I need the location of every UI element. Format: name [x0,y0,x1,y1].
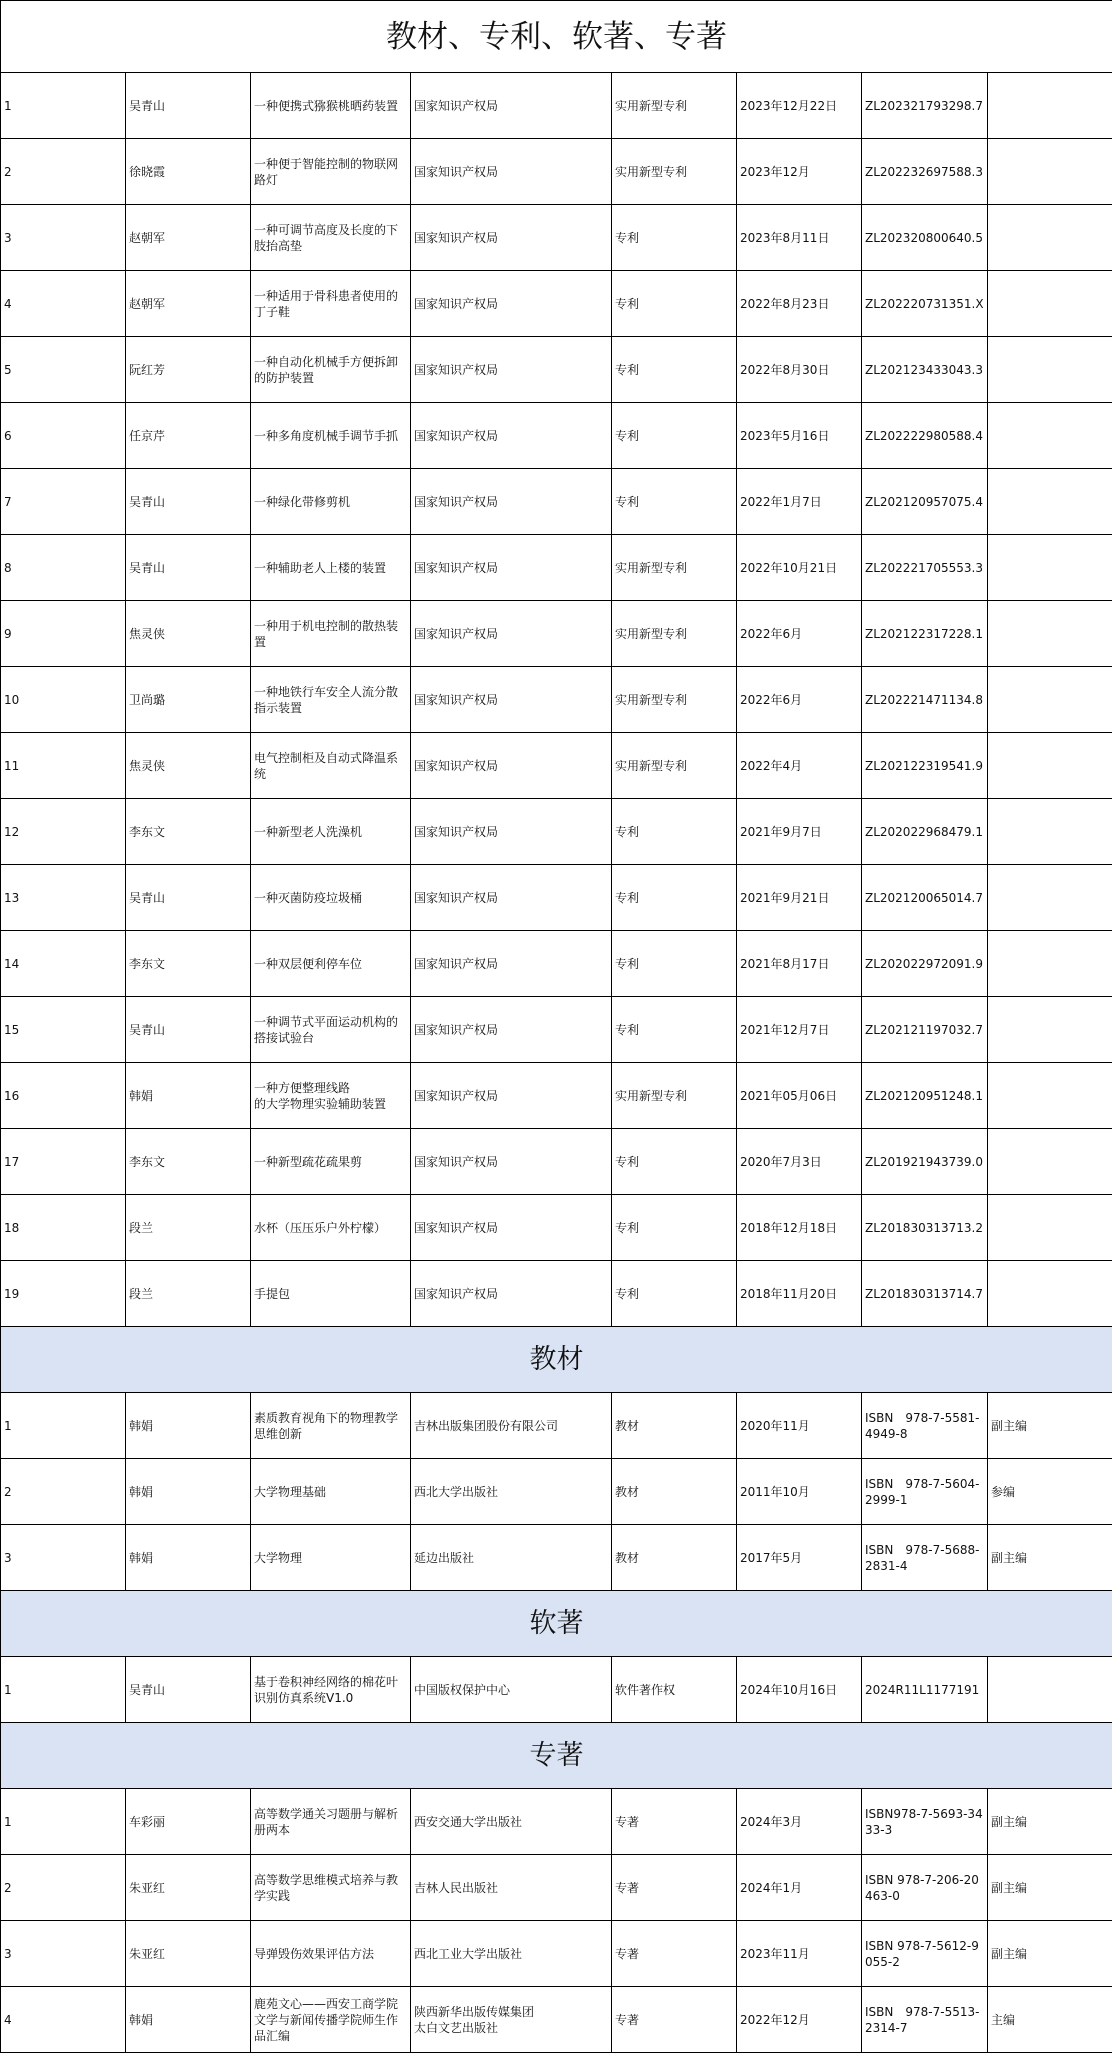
cell-author: 焦灵侠 [126,601,251,667]
cell-author: 吴青山 [126,73,251,139]
cell-category: 专利 [612,865,737,931]
cell-author: 韩娟 [126,1987,251,2053]
cell-category: 软件著作权 [612,1657,737,1723]
cell-category: 专利 [612,1195,737,1261]
table-row [1,337,1112,403]
cell-number: ZL202122319541.9 [862,733,988,799]
cell-role [988,73,1112,139]
cell-number: ZL202122317228.1 [862,601,988,667]
cell-role [988,205,1112,271]
cell-role: 副主编 [988,1393,1112,1459]
cell-category: 实用新型专利 [612,667,737,733]
cell-category: 教材 [612,1459,737,1525]
cell-item-title: 一种地铁行车安全人流分散指示装置 [251,667,411,733]
cell-date: 2022年1月7日 [737,469,862,535]
cell-index: 14 [1,931,126,997]
cell-number: ZL202320800640.5 [862,205,988,271]
cell-item-title: 一种用于机电控制的散热装置 [251,601,411,667]
cell-number: ISBN 978-7-206-20463-0 [862,1855,988,1921]
cell-issuer: 国家知识产权局 [411,1129,612,1195]
table-row [1,931,1112,997]
cell-item-title: 大学物理 [251,1525,411,1591]
cell-role: 副主编 [988,1789,1112,1855]
cell-index: 2 [1,139,126,205]
cell-index: 9 [1,601,126,667]
cell-date: 2021年9月21日 [737,865,862,931]
cell-date: 2024年10月16日 [737,1657,862,1723]
cell-category: 教材 [612,1525,737,1591]
cell-date: 2021年12月7日 [737,997,862,1063]
cell-index: 19 [1,1261,126,1327]
cell-date: 2024年1月 [737,1855,862,1921]
cell-role [988,931,1112,997]
cell-author: 朱亚红 [126,1855,251,1921]
cell-date: 2018年12月18日 [737,1195,862,1261]
cell-role [988,1195,1112,1261]
table-row [1,1789,1112,1855]
cell-role [988,139,1112,205]
cell-issuer: 国家知识产权局 [411,271,612,337]
cell-date: 2023年8月11日 [737,205,862,271]
cell-author: 徐晓霞 [126,139,251,205]
cell-date: 2023年12月 [737,139,862,205]
table-row [1,667,1112,733]
table-row [1,1063,1112,1129]
cell-issuer: 国家知识产权局 [411,139,612,205]
cell-date: 2021年05月06日 [737,1063,862,1129]
cell-author: 焦灵侠 [126,733,251,799]
cell-author: 韩娟 [126,1063,251,1129]
cell-item-title: 一种便于智能控制的物联网路灯 [251,139,411,205]
cell-role [988,337,1112,403]
cell-item-title: 一种绿化带修剪机 [251,469,411,535]
cell-index: 2 [1,1855,126,1921]
cell-author: 吴青山 [126,1657,251,1723]
cell-number: ZL202222980588.4 [862,403,988,469]
cell-item-title: 高等数学思维模式培养与教学实践 [251,1855,411,1921]
cell-item-title: 鹿苑文心——西安工商学院文学与新闻传播学院师生作品汇编 [251,1987,411,2053]
cell-number: ZL202120951248.1 [862,1063,988,1129]
cell-author: 吴青山 [126,997,251,1063]
cell-issuer: 国家知识产权局 [411,1063,612,1129]
cell-role: 副主编 [988,1525,1112,1591]
cell-item-title: 素质教育视角下的物理教学思维创新 [251,1393,411,1459]
table-row [1,799,1112,865]
cell-issuer: 吉林人民出版社 [411,1855,612,1921]
cell-index: 5 [1,337,126,403]
cell-date: 2022年4月 [737,733,862,799]
cell-date: 2022年8月23日 [737,271,862,337]
cell-index: 13 [1,865,126,931]
cell-item-title: 水杯（压压乐户外柠檬） [251,1195,411,1261]
table-row [1,403,1112,469]
cell-number: ZL202123433043.3 [862,337,988,403]
cell-author: 段兰 [126,1195,251,1261]
cell-item-title: 基于卷积神经网络的棉花叶识别仿真系统V1.0 [251,1657,411,1723]
table-row [1,1657,1112,1723]
cell-item-title: 导弹毁伤效果评估方法 [251,1921,411,1987]
cell-number: ZL202220731351.X [862,271,988,337]
cell-index: 10 [1,667,126,733]
cell-category: 实用新型专利 [612,73,737,139]
cell-date: 2022年12月 [737,1987,862,2053]
cell-category: 专利 [612,337,737,403]
cell-index: 6 [1,403,126,469]
table-row [1,139,1112,205]
cell-index: 1 [1,1393,126,1459]
table-row [1,1921,1112,1987]
cell-index: 4 [1,271,126,337]
table-row [1,73,1112,139]
cell-number: ISBN 978-7-5688-2831-4 [862,1525,988,1591]
cell-issuer: 国家知识产权局 [411,667,612,733]
cell-number: ZL202321793298.7 [862,73,988,139]
cell-item-title: 一种调节式平面运动机构的搭接试验台 [251,997,411,1063]
cell-author: 韩娟 [126,1525,251,1591]
cell-issuer: 国家知识产权局 [411,469,612,535]
cell-item-title: 一种自动化机械手方便拆卸的防护装置 [251,337,411,403]
cell-issuer: 国家知识产权局 [411,865,612,931]
cell-item-title: 一种可调节高度及长度的下肢抬高垫 [251,205,411,271]
cell-number: ISBN 978-7-5581-4949-8 [862,1393,988,1459]
cell-item-title: 一种辅助老人上楼的装置 [251,535,411,601]
cell-date: 2022年10月21日 [737,535,862,601]
cell-issuer: 延边出版社 [411,1525,612,1591]
table-row [1,535,1112,601]
cell-date: 2023年5月16日 [737,403,862,469]
cell-item-title: 一种双层便利停车位 [251,931,411,997]
cell-role [988,733,1112,799]
cell-item-title: 手提包 [251,1261,411,1327]
cell-number: ZL202221471134.8 [862,667,988,733]
cell-index: 11 [1,733,126,799]
cell-category: 专利 [612,205,737,271]
cell-item-title: 大学物理基础 [251,1459,411,1525]
cell-issuer: 国家知识产权局 [411,205,612,271]
cell-index: 12 [1,799,126,865]
cell-issuer: 陕西新华出版传媒集团 太白文艺出版社 [411,1987,612,2053]
cell-category: 专利 [612,403,737,469]
cell-issuer: 国家知识产权局 [411,337,612,403]
cell-category: 教材 [612,1393,737,1459]
cell-date: 2021年9月7日 [737,799,862,865]
cell-item-title: 一种新型疏花疏果剪 [251,1129,411,1195]
cell-number: 2024R11L1177191 [862,1657,988,1723]
table-row [1,1987,1112,2053]
cell-role [988,469,1112,535]
cell-author: 吴青山 [126,865,251,931]
table-row [1,1261,1112,1327]
section-header-row [1,1327,1112,1393]
cell-number: ZL202121197032.7 [862,997,988,1063]
cell-number: ZL202022968479.1 [862,799,988,865]
cell-number: ZL202232697588.3 [862,139,988,205]
cell-item-title: 一种适用于骨科患者使用的丁子鞋 [251,271,411,337]
cell-category: 专利 [612,997,737,1063]
cell-date: 2022年8月30日 [737,337,862,403]
cell-date: 2023年12月22日 [737,73,862,139]
cell-item-title: 一种灭菌防疫垃圾桶 [251,865,411,931]
cell-category: 实用新型专利 [612,1063,737,1129]
cell-role [988,799,1112,865]
cell-issuer: 国家知识产权局 [411,1195,612,1261]
cell-index: 17 [1,1129,126,1195]
cell-role [988,535,1112,601]
cell-issuer: 国家知识产权局 [411,733,612,799]
cell-item-title: 电气控制柜及自动式降温系统 [251,733,411,799]
table-row [1,997,1112,1063]
cell-item-title: 一种新型老人洗澡机 [251,799,411,865]
cell-date: 2022年6月 [737,667,862,733]
cell-author: 赵朝军 [126,205,251,271]
cell-role [988,601,1112,667]
cell-author: 阮红芳 [126,337,251,403]
cell-role [988,271,1112,337]
cell-number: ZL201830313713.2 [862,1195,988,1261]
cell-author: 李东文 [126,799,251,865]
cell-date: 2020年7月3日 [737,1129,862,1195]
cell-author: 朱亚红 [126,1921,251,1987]
cell-author: 吴青山 [126,469,251,535]
cell-role [988,1129,1112,1195]
cell-index: 3 [1,1921,126,1987]
table-row [1,1855,1112,1921]
section-heading: 软著 [1,1591,1112,1657]
table-row [1,601,1112,667]
cell-role [988,1063,1112,1129]
cell-number: ZL202022972091.9 [862,931,988,997]
section-heading: 教材 [1,1327,1112,1393]
cell-role [988,1657,1112,1723]
cell-index: 16 [1,1063,126,1129]
cell-issuer: 西北大学出版社 [411,1459,612,1525]
table-row [1,1195,1112,1261]
cell-date: 2020年11月 [737,1393,862,1459]
cell-author: 车彩丽 [126,1789,251,1855]
cell-item-title: 一种便携式猕猴桃晒药装置 [251,73,411,139]
cell-role [988,997,1112,1063]
table-row [1,1459,1112,1525]
cell-number: ZL201921943739.0 [862,1129,988,1195]
cell-item-title: 高等数学通关习题册与解析册两本 [251,1789,411,1855]
table-row [1,1393,1112,1459]
cell-role [988,403,1112,469]
cell-author: 赵朝军 [126,271,251,337]
cell-author: 韩娟 [126,1393,251,1459]
cell-index: 3 [1,1525,126,1591]
cell-role [988,865,1112,931]
table-row [1,271,1112,337]
cell-category: 实用新型专利 [612,139,737,205]
cell-number: ISBN 978-7-5604-2999-1 [862,1459,988,1525]
cell-author: 李东文 [126,1129,251,1195]
table-row [1,733,1112,799]
cell-issuer: 国家知识产权局 [411,931,612,997]
cell-issuer: 国家知识产权局 [411,535,612,601]
cell-index: 1 [1,73,126,139]
cell-date: 2011年10月 [737,1459,862,1525]
cell-index: 3 [1,205,126,271]
cell-number: ISBN 978-7-5513-2314-7 [862,1987,988,2053]
cell-role: 副主编 [988,1921,1112,1987]
cell-index: 18 [1,1195,126,1261]
cell-category: 专利 [612,799,737,865]
cell-issuer: 国家知识产权局 [411,799,612,865]
cell-issuer: 国家知识产权局 [411,997,612,1063]
cell-role [988,667,1112,733]
cell-date: 2018年11月20日 [737,1261,862,1327]
cell-category: 实用新型专利 [612,535,737,601]
cell-category: 专著 [612,1789,737,1855]
cell-number: ZL202120957075.4 [862,469,988,535]
table-row [1,1525,1112,1591]
section-header-row [1,1591,1112,1657]
cell-item-title: 一种多角度机械手调节手抓 [251,403,411,469]
cell-author: 韩娟 [126,1459,251,1525]
table-row [1,865,1112,931]
cell-number: ZL202120065014.7 [862,865,988,931]
cell-number: ZL202221705553.3 [862,535,988,601]
page-title: 教材、专利、软著、专著 [1,1,1112,73]
cell-index: 15 [1,997,126,1063]
cell-number: ISBN 978-7-5612-9055-2 [862,1921,988,1987]
cell-issuer: 国家知识产权局 [411,1261,612,1327]
cell-author: 卫尚璐 [126,667,251,733]
cell-category: 专利 [612,1129,737,1195]
cell-author: 段兰 [126,1261,251,1327]
cell-issuer: 西北工业大学出版社 [411,1921,612,1987]
cell-category: 专利 [612,1261,737,1327]
cell-date: 2024年3月 [737,1789,862,1855]
cell-number: ZL201830313714.7 [862,1261,988,1327]
cell-item-title: 一种方便整理线路 的大学物理实验辅助装置 [251,1063,411,1129]
cell-category: 专著 [612,1921,737,1987]
cell-date: 2022年6月 [737,601,862,667]
section-header-row [1,1723,1112,1789]
cell-issuer: 国家知识产权局 [411,73,612,139]
cell-author: 吴青山 [126,535,251,601]
table-row [1,1129,1112,1195]
cell-index: 2 [1,1459,126,1525]
table-row [1,205,1112,271]
title-row [1,1,1112,73]
cell-index: 4 [1,1987,126,2053]
cell-date: 2023年11月 [737,1921,862,1987]
cell-issuer: 国家知识产权局 [411,601,612,667]
cell-category: 专利 [612,271,737,337]
cell-author: 李东文 [126,931,251,997]
cell-issuer: 西安交通大学出版社 [411,1789,612,1855]
table-row [1,469,1112,535]
cell-category: 实用新型专利 [612,733,737,799]
cell-role: 参编 [988,1459,1112,1525]
cell-index: 8 [1,535,126,601]
cell-role [988,1261,1112,1327]
cell-category: 专利 [612,931,737,997]
cell-index: 1 [1,1789,126,1855]
cell-category: 专著 [612,1987,737,2053]
cell-category: 专著 [612,1855,737,1921]
cell-index: 1 [1,1657,126,1723]
cell-index: 7 [1,469,126,535]
cell-number: ISBN978-7-5693-3433-3 [862,1789,988,1855]
cell-issuer: 中国版权保护中心 [411,1657,612,1723]
cell-issuer: 国家知识产权局 [411,403,612,469]
cell-category: 专利 [612,469,737,535]
cell-role: 副主编 [988,1855,1112,1921]
cell-category: 实用新型专利 [612,601,737,667]
cell-author: 任京芹 [126,403,251,469]
cell-role: 主编 [988,1987,1112,2053]
cell-date: 2017年5月 [737,1525,862,1591]
cell-date: 2021年8月17日 [737,931,862,997]
section-heading: 专著 [1,1723,1112,1789]
cell-issuer: 吉林出版集团股份有限公司 [411,1393,612,1459]
